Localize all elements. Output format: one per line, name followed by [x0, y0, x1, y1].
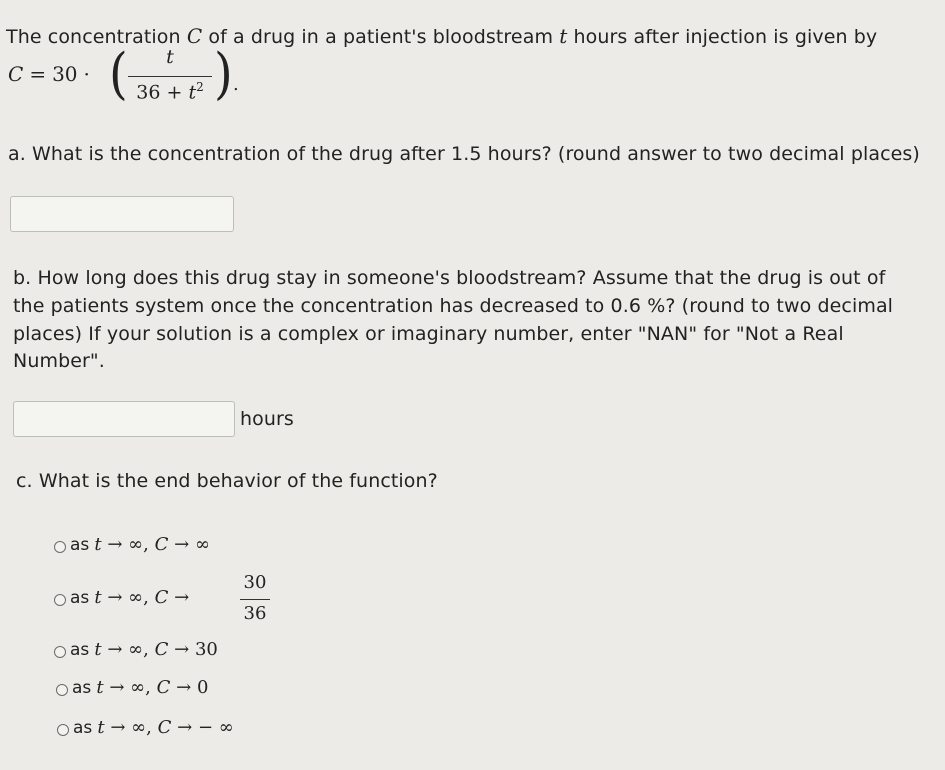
option-2-numerator: 30	[243, 572, 267, 593]
question-b-line2: the patients system once the concentration has decreased to 0.6 %? (round to two decimal	[13, 295, 894, 317]
var-c: C	[186, 24, 203, 48]
answer-b-input[interactable]	[13, 401, 235, 437]
question-b-line1: b. How long does this drug stay in someone's bloodstream? Assume that the drug is out of	[13, 267, 886, 289]
option-5-prefix: as	[73, 718, 93, 738]
option-2-prefix: as	[70, 588, 90, 608]
option-4-inf: ∞,	[130, 677, 151, 698]
option-4-limit: 0	[196, 677, 209, 698]
radio-option-4[interactable]	[56, 684, 68, 696]
formula-coef: 30	[52, 62, 78, 86]
option-3-arrow2: →	[174, 639, 190, 660]
option-5-var2: C	[157, 717, 172, 738]
fraction-bar	[128, 76, 212, 77]
radio-option-5[interactable]	[57, 724, 69, 736]
formula-period: .	[233, 74, 239, 95]
formula-denominator	[128, 80, 212, 103]
option-3-var2: C	[154, 639, 169, 660]
option-4-prefix: as	[72, 678, 92, 698]
denominator-exp: 2	[196, 80, 204, 94]
answer-a-input[interactable]	[10, 196, 234, 232]
option-5-arrow: →	[110, 717, 126, 738]
option-1-arrow: →	[107, 534, 123, 555]
option-2-fraction	[240, 572, 270, 628]
option-3-var: t	[94, 639, 102, 660]
option-2-var: t	[94, 587, 102, 608]
radio-option-3[interactable]	[54, 646, 66, 658]
option-1-arrow2: →	[174, 534, 190, 555]
intro-text-1: The concentration	[6, 26, 187, 48]
formula-lhs	[8, 62, 90, 86]
option-3-prefix: as	[70, 640, 90, 660]
option-1-limit: ∞	[194, 534, 210, 555]
option-4-label	[72, 677, 208, 698]
question-a-text: a. What is the concentration of the drug after 1.5 hours? (round answer to two decimal places)	[8, 143, 920, 165]
option-4-arrow2: →	[176, 677, 192, 698]
option-2-inf: ∞,	[128, 587, 149, 608]
formula-equals: =	[29, 62, 47, 86]
option-4-var2: C	[156, 677, 171, 698]
formula-fraction	[128, 46, 212, 110]
option-4-arrow: →	[109, 677, 125, 698]
problem-intro	[6, 24, 877, 48]
formula-c: C	[8, 62, 24, 86]
denominator-const: 36 +	[136, 81, 183, 104]
intro-text-3: hours after injection is given by	[567, 26, 878, 48]
option-2-denominator: 36	[243, 603, 267, 624]
option-1-inf: ∞,	[128, 534, 149, 555]
option-2-arrow: →	[107, 587, 123, 608]
option-5-arrow2: →	[177, 717, 193, 738]
radio-option-2[interactable]	[54, 594, 66, 606]
formula-numerator: t	[166, 46, 174, 68]
option-5-label	[73, 717, 234, 738]
option-2-label	[70, 587, 189, 608]
formula-dot: ·	[83, 62, 90, 86]
option-1-var2: C	[154, 534, 169, 555]
option-1-label	[70, 534, 210, 555]
option-5-inf: ∞,	[131, 717, 152, 738]
option-2-var2: C	[154, 587, 169, 608]
option-5-var: t	[97, 717, 105, 738]
question-b-line4: Number".	[13, 350, 105, 372]
option-4-var: t	[96, 677, 104, 698]
radio-option-1[interactable]	[54, 541, 66, 553]
question-c-text: c. What is the end behavior of the function?	[16, 470, 438, 492]
intro-text-2: of a drug in a patient's bloodstream	[202, 26, 560, 48]
option-3-arrow: →	[107, 639, 123, 660]
option-2-arrow2: →	[174, 587, 190, 608]
option-3-inf: ∞,	[128, 639, 149, 660]
option-5-limit: − ∞	[197, 717, 234, 738]
hours-unit-label: hours	[240, 408, 294, 430]
denominator-var: t	[188, 81, 197, 104]
right-paren: )	[214, 41, 233, 107]
option-2-fraction-bar	[240, 599, 270, 600]
option-1-prefix: as	[70, 535, 90, 555]
option-3-label	[70, 639, 218, 660]
option-3-limit: 30	[194, 639, 218, 660]
option-1-var: t	[94, 534, 102, 555]
question-b-line3: places) If your solution is a complex or imaginary number, enter "NAN" for "Not a Real	[13, 323, 844, 345]
var-t: t	[559, 24, 568, 48]
left-paren: (	[109, 41, 128, 107]
